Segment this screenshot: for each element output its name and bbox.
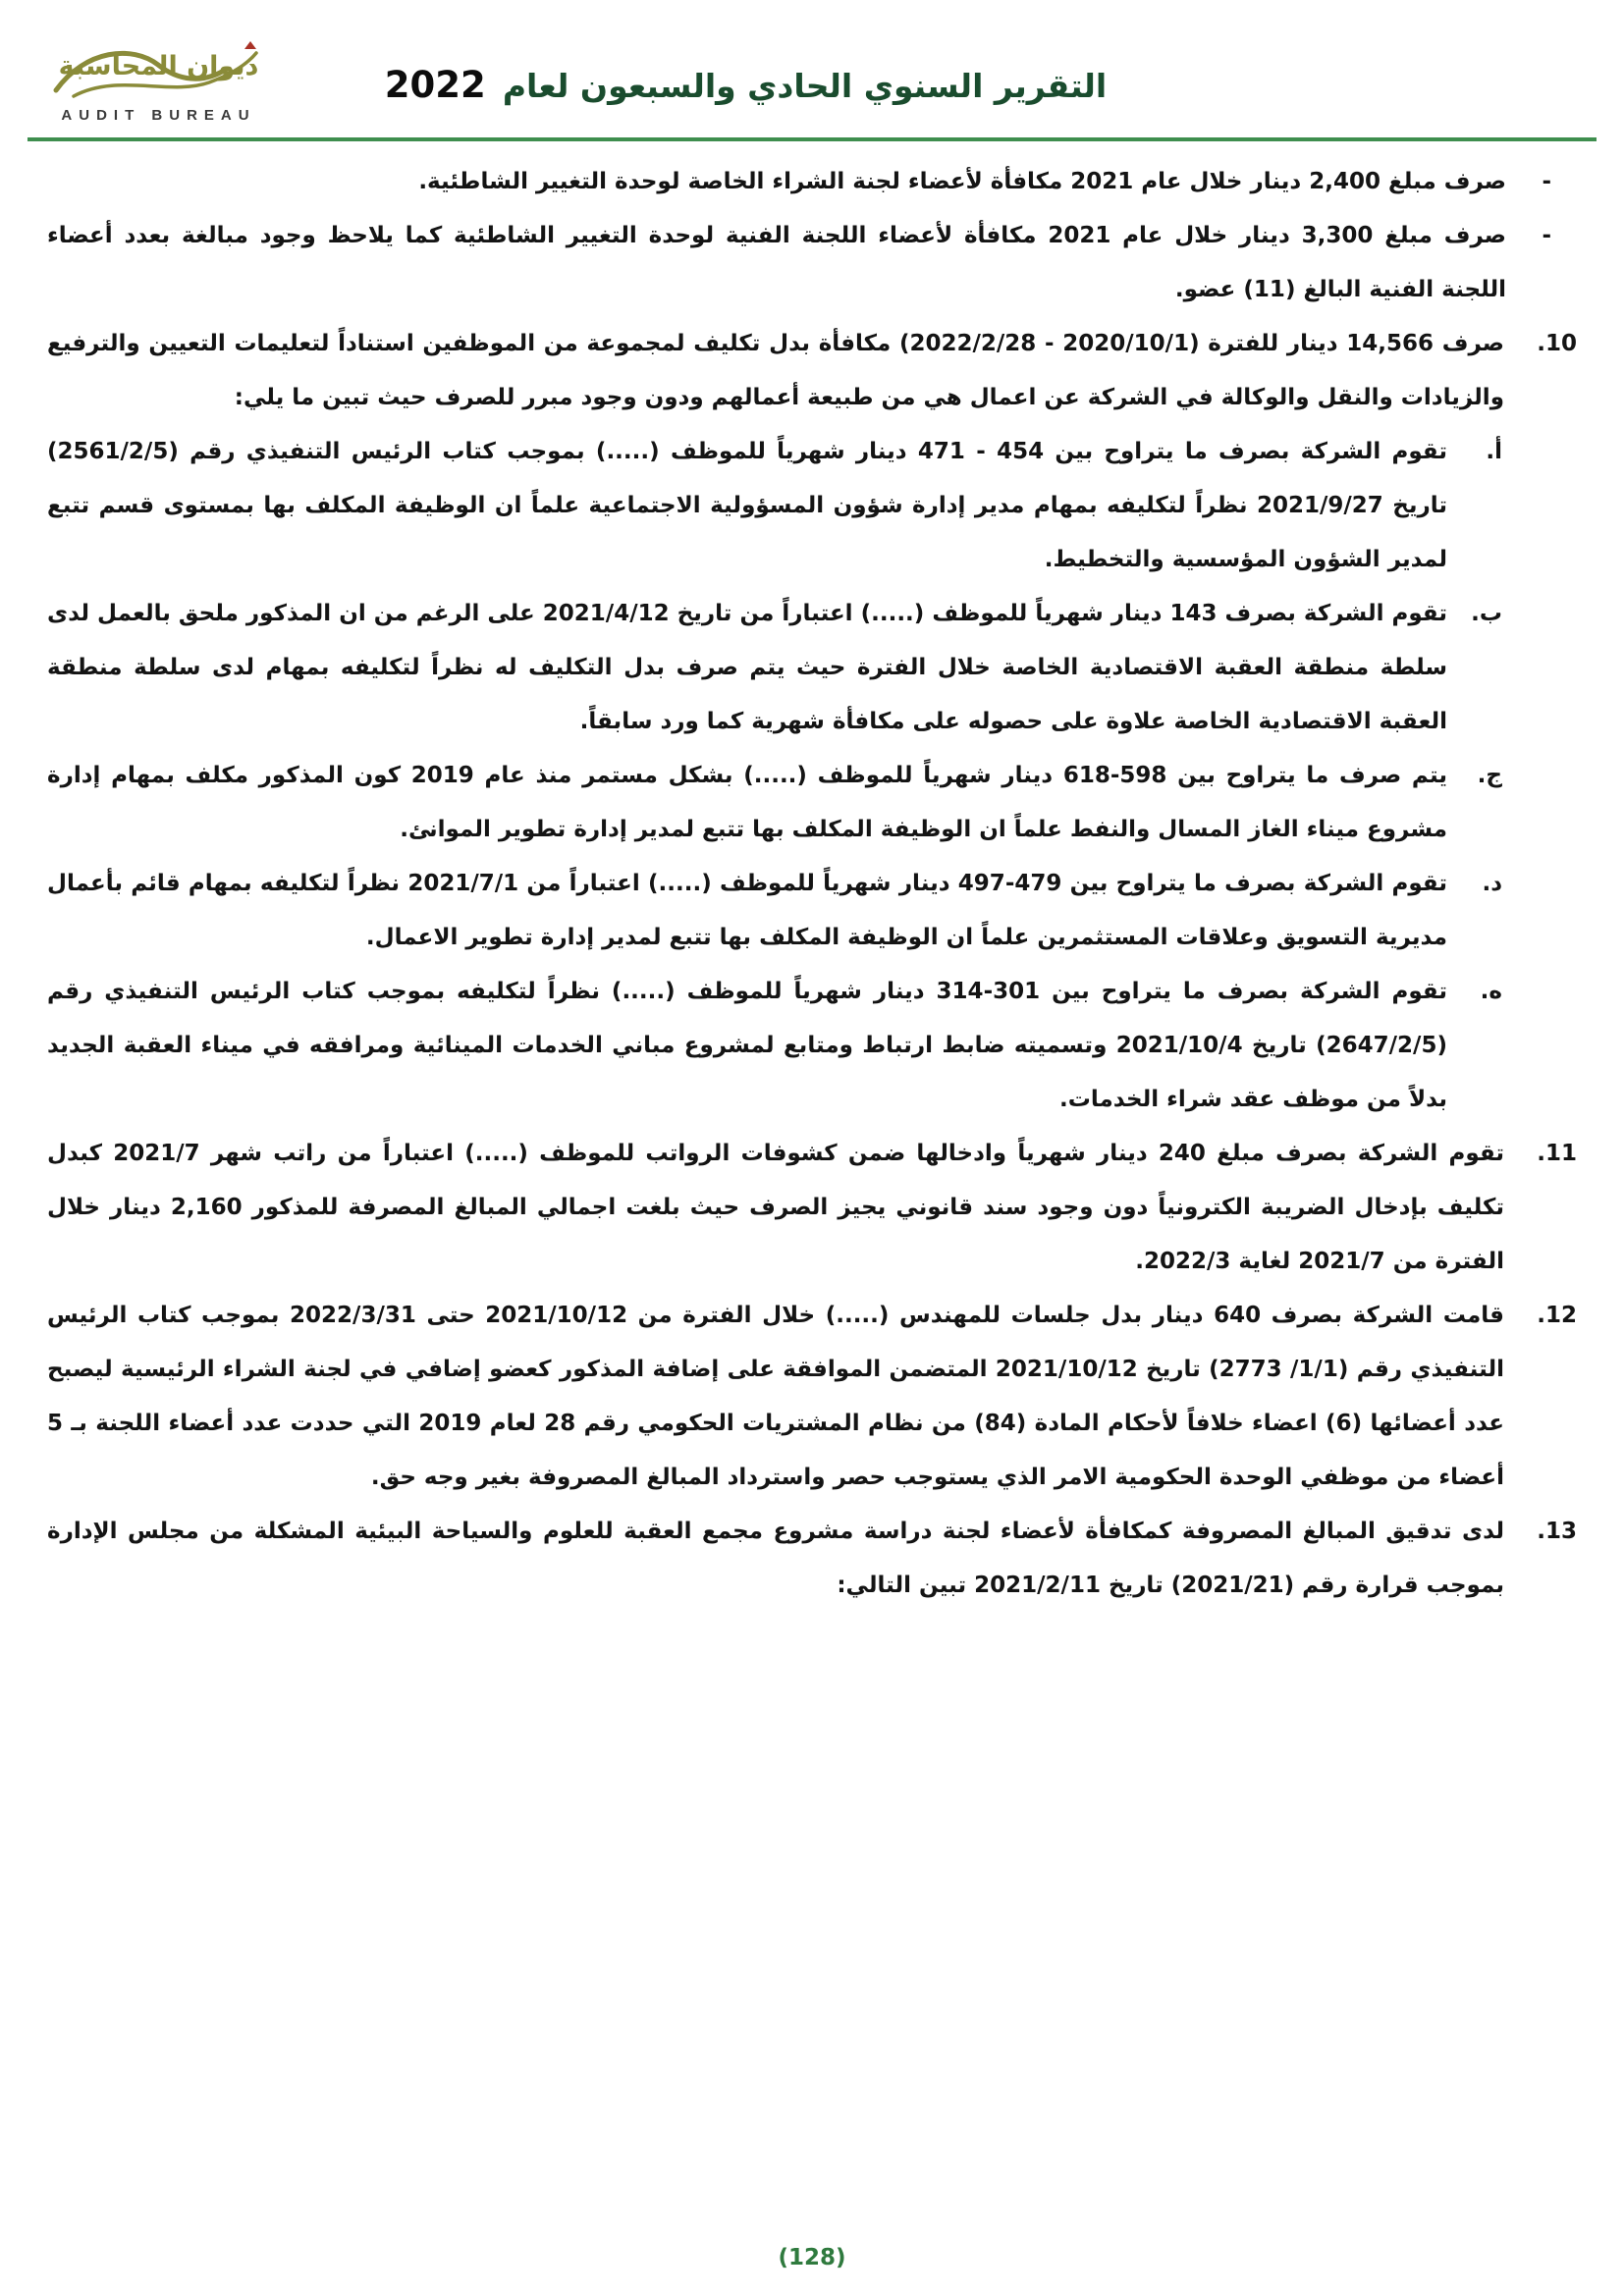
- paragraph: تقوم الشركة بصرف 143 دينار شهرياً للموظف (.....) اعتباراً من تاريخ 2021/4/12 على الرغم من ان المذكور ملحق بالعمل لدى سلطة منطقة العقبة الاقتصادية الخاصة خلال الفترة حيث يتم صرف بدل التكليف له نظراً لتكليفه بمهام لدى سلطة منطقة العقبة الاقتصادية الخاصة علاوة على حصوله على مكافأة شهرية كما ورد سابقاً.: [47, 601, 1447, 734]
- subitem-letter: ه.: [1480, 979, 1502, 1004]
- calligraphy-emblem-icon: [48, 39, 269, 104]
- numbered-item: [47, 317, 1577, 425]
- lettered-subitem: [47, 425, 1577, 587]
- numbered-item: [47, 1289, 1577, 1505]
- paragraph: تقوم الشركة بصرف ما يتراوح بين 454 - 471 دينار شهرياً للموظف (.....) بموجب كتاب الرئيس التنفيذي رقم (2561/2/5) تاريخ 2021/9/27 نظراً لتكليفه بمهام مدير إدارة شؤون المسؤولية الاجتماعية علماً ان الوظيفة المكلف بها بمستوى قسم تتبع لمدير الشؤون المؤسسية والتخطيط.: [47, 439, 1448, 572]
- page-header: [0, 0, 1624, 124]
- report-title: [274, 58, 1218, 106]
- paragraph: تقوم الشركة بصرف ما يتراوح بين 479-497 دينار شهرياً للموظف (.....) اعتباراً من 2021/7/1 نظراً لتكليفه بمهام قائم بأعمال مديرية التسويق وعلاقات المستثمرين علماً ان الوظيفة المكلف بها تتبع لمدير إدارة تطوير الاعمال.: [47, 871, 1447, 950]
- lettered-subitem: [47, 857, 1577, 965]
- audit-bureau-arabic-name: ديوان المحاسبة: [58, 51, 259, 81]
- item-number: 13.: [1537, 1519, 1577, 1544]
- subitem-letter: د.: [1482, 871, 1502, 896]
- subitem-letter: ب.: [1471, 601, 1502, 626]
- document-body: [0, 141, 1624, 1613]
- report-title-text: التقرير السنوي الحادي والسبعون لعام: [502, 66, 1108, 105]
- paragraph: قامت الشركة بصرف 640 دينار بدل جلسات للمهندس (.....) خلال الفترة من 2021/10/12 حتى 2022/3/31 بموجب كتاب الرئيس التنفيذي رقم (1/1/ 2773) تاريخ 2021/10/12 المتضمن الموافقة على إضافة المذكور كعضو إضافي في لجنة الشراء الرئيسية ليصبح عدد أعضائها (6) اعضاء خلافاً لأحكام المادة (84) من نظام المشتريات الحكومي رقم 28 لعام 2019 التي حددت عدد أعضاء اللجنة بـ 5 أعضاء من موظفي الوحدة الحكومية الامر الذي يستوجب حصر واسترداد المبالغ المصروفة بغير وجه حق.: [47, 1303, 1504, 1490]
- dash-bullet: -: [1542, 169, 1551, 194]
- page-number: (128): [778, 2245, 846, 2270]
- paragraph: صرف مبلغ 2,400 دينار خلال عام 2021 مكافأة لأعضاء لجنة الشراء الخاصة لوحدة التغيير الشاطئية.: [418, 169, 1506, 194]
- dash-bullet: -: [1542, 223, 1551, 248]
- paragraph: صرف مبلغ 3,300 دينار خلال عام 2021 مكافأة لأعضاء اللجنة الفنية لوحدة التغيير الشاطئية كما يلاحظ وجود مبالغة بعدد أعضاء اللجنة الفنية البالغ (11) عضو.: [47, 223, 1507, 302]
- lettered-subitem: [47, 749, 1577, 857]
- item-number: 12.: [1537, 1303, 1577, 1328]
- paragraph: تقوم الشركة بصرف ما يتراوح بين 301-314 دينار شهرياً للموظف (.....) نظراً لتكليفه بموجب كتاب الرئيس التنفيذي رقم (2647/2/5) تاريخ 2021/10/4 وتسميته ضابط ارتباط ومتابع لمشروع مباني الخدمات المينائية ومرافقه في ميناء العقبة الجديد بدلاً من موظف عقد شراء الخدمات.: [47, 979, 1447, 1112]
- paragraph: يتم صرف ما يتراوح بين 598-618 دينار شهرياً للموظف (.....) بشكل مستمر منذ عام 2019 كون المذكور مكلف بمهام إدارة مشروع ميناء الغاز المسال والنفط علماً ان الوظيفة المكلف بها تتبع لمدير إدارة تطوير الموانئ.: [47, 763, 1447, 842]
- bullet-item: [47, 209, 1577, 317]
- lettered-subitem: [47, 965, 1577, 1127]
- report-title-year: 2022: [384, 63, 486, 106]
- subitem-letter: ج.: [1477, 763, 1502, 788]
- numbered-item: [47, 1505, 1577, 1613]
- item-number: 10.: [1537, 331, 1577, 356]
- paragraph: تقوم الشركة بصرف مبلغ 240 دينار شهرياً وادخالها ضمن كشوفات الرواتب للموظف (.....) اعتباراً من راتب شهر 2021/7 كبدل تكليف بإدخال الضريبة الكترونياً دون وجود سند قانوني يجيز الصرف حيث بلغت اجمالي المبالغ المصرفة للمذكور 2,160 دينار خلال الفترة من 2021/7 لغاية 2022/3.: [47, 1141, 1505, 1274]
- subitem-letter: أ.: [1486, 439, 1502, 464]
- audit-bureau-logo: [43, 39, 274, 124]
- lettered-subitem: [47, 587, 1577, 749]
- bullet-item: [47, 155, 1577, 209]
- item-number: 11.: [1537, 1141, 1577, 1166]
- paragraph: صرف 14,566 دينار للفترة (2020/10/1 - 2022/2/28) مكافأة بدل تكليف لمجموعة من الموظفين استناداً لتعليمات التعيين والترفيع والزيادات والنقل والوكالة في الشركة عن اعمال هي من طبيعة أعمالهم ودون وجود مبرر للصرف حيث تبين ما يلي:: [47, 331, 1505, 410]
- numbered-item: [47, 1127, 1577, 1289]
- paragraph: لدى تدقيق المبالغ المصروفة كمكافأة لأعضاء لجنة دراسة مشروع مجمع العقبة للعلوم والسياحة البيئية المشكلة من مجلس الإدارة بموجب قرارة رقم (2021/21) تاريخ 2021/2/11 تبين التالي:: [47, 1519, 1504, 1598]
- audit-bureau-wordmark: AUDIT BUREAU: [61, 107, 256, 124]
